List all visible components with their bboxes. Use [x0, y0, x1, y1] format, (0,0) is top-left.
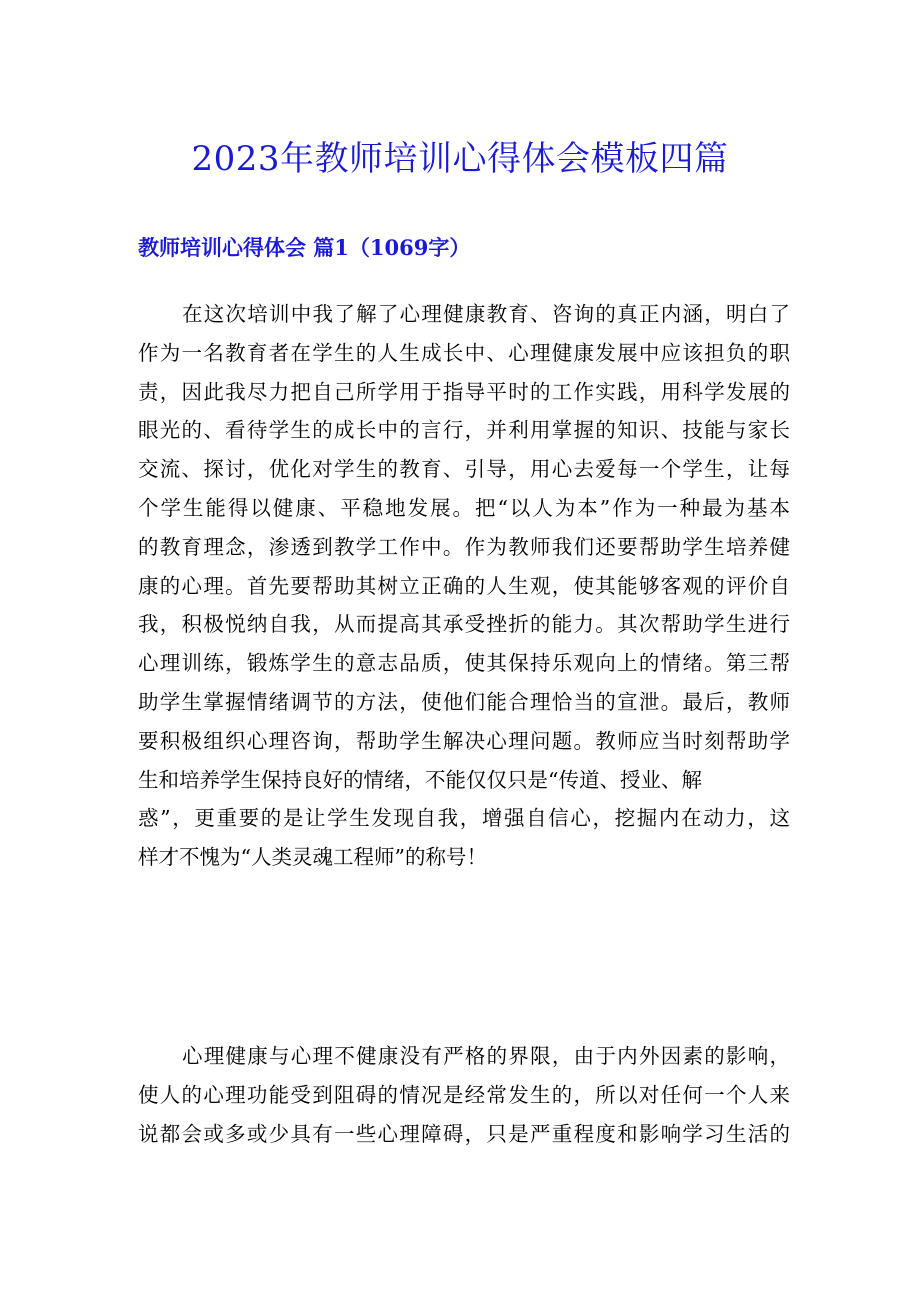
paragraph-line: 要积极组织心理咨询，帮助学生解决心理问题。教师应当时刻帮助学	[138, 728, 790, 753]
paragraph-1	[138, 295, 790, 877]
paragraph-line: 责，因此我尽力把自己所学用于指导平时的工作实践，用科学发展的	[138, 379, 790, 404]
paragraph-line: 心理健康与心理不健康没有严格的界限，由于内外因素的影响，	[182, 1044, 790, 1068]
paragraph-line: 在这次培训中我了解了心理健康教育、咨询的真正内涵，明白了	[182, 302, 790, 326]
paragraph-line: 助学生掌握情绪调节的方法，使他们能合理恰当的宣泄。最后，教师	[138, 689, 790, 714]
paragraph-line: 眼光的、看待学生的成长中的言行，并利用掌握的知识、技能与家长	[138, 418, 790, 443]
paragraph-line: 交流、探讨，优化对学生的教育、引导，用心去爱每一个学生，让每	[138, 457, 790, 482]
paragraph-line: 我，积极悦纳自我，从而提高其承受挫折的能力。其次帮助学生进行	[138, 612, 790, 637]
paragraph-line: 样才不愧为“人类灵魂工程师”的称号！	[138, 845, 487, 870]
paragraph-line: 惑”，更重要的是让学生发现自我，增强自信心，挖掘内在动力，这	[138, 806, 790, 831]
paragraph-line: 作为一名教育者在学生的人生成长中、心理健康发展中应该担负的职	[138, 340, 790, 365]
paragraph-line: 说都会或多或少具有一些心理障碍，只是严重程度和影响学习生活的	[138, 1121, 790, 1146]
paragraph-line: 心理训练，锻炼学生的意志品质，使其保持乐观向上的情绪。第三帮	[138, 651, 790, 676]
paragraph-line: 使人的心理功能受到阻碍的情况是经常发生的，所以对任何一个人来	[138, 1082, 790, 1107]
document-title: 2023年教师培训心得体会模板四篇	[191, 139, 729, 179]
paragraph-line: 生和培养学生保持良好的情绪，不能仅仅只是“传道、授业、解	[138, 767, 702, 792]
paragraph-2	[138, 1037, 790, 1153]
paragraph-line: 的教育理念，渗透到教学工作中。作为教师我们还要帮助学生培养健	[138, 534, 790, 559]
section-heading: 教师培训心得体会 篇1（1069字）	[138, 235, 471, 260]
paragraph-line: 个学生能得以健康、平稳地发展。把“以人为本”作为一种最为基本	[138, 495, 790, 520]
paragraph-line: 康的心理。首先要帮助其树立正确的人生观，使其能够客观的评价自	[138, 573, 790, 598]
